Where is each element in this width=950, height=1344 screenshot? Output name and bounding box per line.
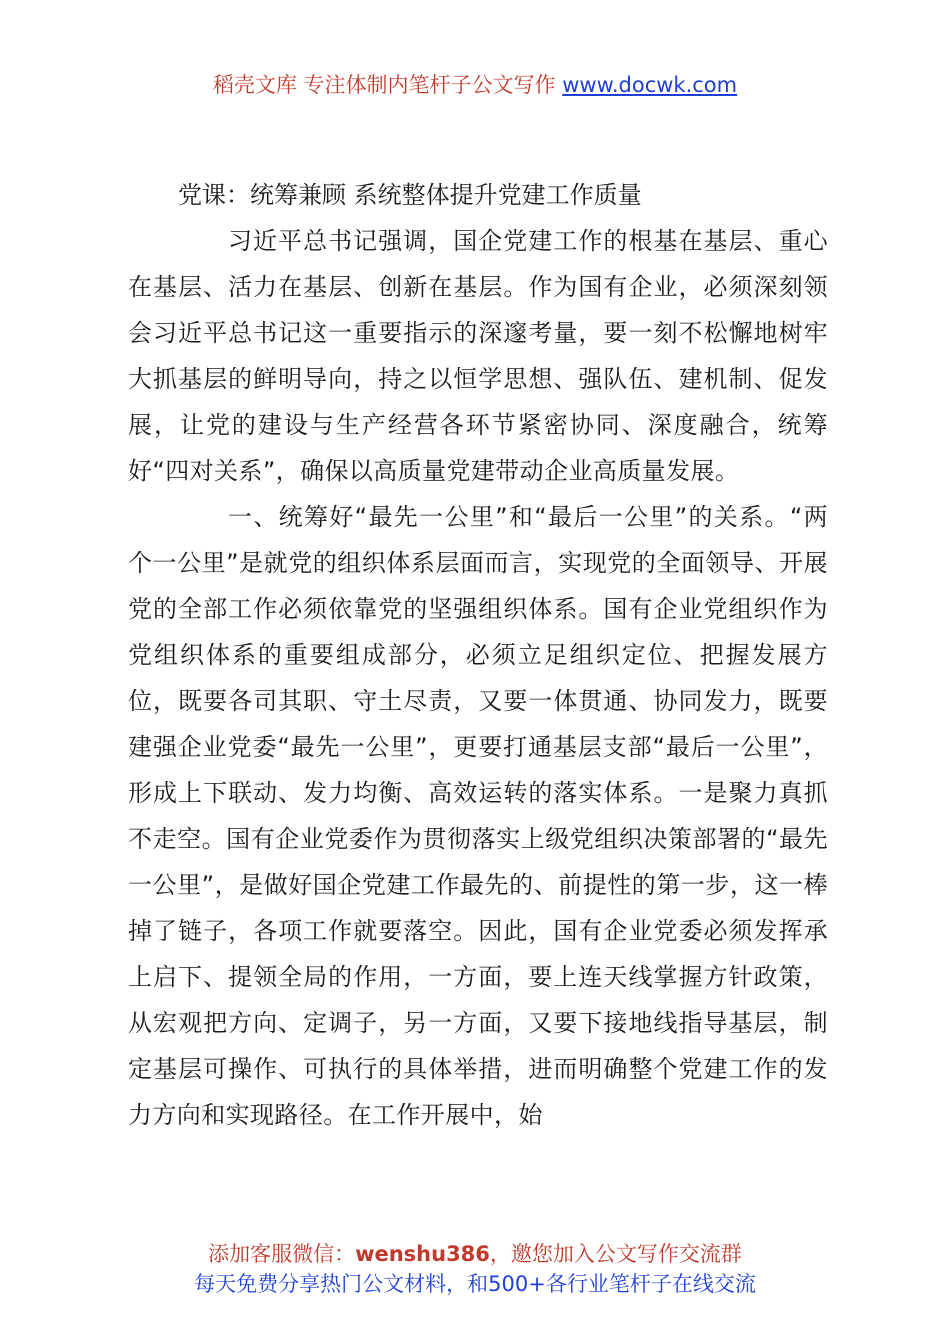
document-body (128, 172, 828, 1138)
wechat-id: wenshu386 (355, 1242, 490, 1266)
brand-text: 稻壳文库 专注体制内笔杆子公文写作 (212, 73, 556, 97)
footer-contact-suffix: ，邀您加入公文写作交流群 (489, 1242, 742, 1266)
site-url-link[interactable]: www.docwk.com (562, 73, 738, 97)
footer-contact-prefix: 添加客服微信： (208, 1242, 356, 1266)
site-header (0, 70, 950, 100)
paragraph-intro: 习近平总书记强调，国企党建工作的根基在基层、重心在基层、活力在基层、创新在基层。作为国有企业，必须深刻领会习近平总书记这一重要指示的深邃考量，要一刻不松懈地树牢大抓基层的鲜明导向，持之以恒学思想、强队伍、建机制、促发展，让党的建设与生产经营各环节紧密协同、深度融合，统筹好“四对关系”，确保以高质量党建带动企业高质量发展。 (128, 227, 828, 485)
footer-promo-line: 每天免费分享热门公文材料，和500+各行业笔杆子在线交流 (194, 1272, 756, 1296)
footer-contact-line (0, 1239, 950, 1269)
document-title: 党课：统筹兼顾 系统整体提升党建工作质量 (178, 181, 642, 209)
site-footer (0, 1239, 950, 1299)
paragraph-section-1: 一、统筹好“最先一公里”和“最后一公里”的关系。“两个一公里”是就党的组织体系层面而言，实现党的全面领导、开展党的全部工作必须依靠党的坚强组织体系。国有企业党组织作为党组织体系的重要组成部分，必须立足组织定位、把握发展方位，既要各司其职、守土尽责，又要一体贯通、协同发力，既要建强企业党委“最先一公里”，更要打通基层支部“最后一公里”，形成上下联动、发力均衡、高效运转的落实体系。一是聚力真抓不走空。国有企业党委作为贯彻落实上级党组织决策部署的“最先一公里”，是做好国企党建工作最先的、前提性的第一步，这一棒掉了链子，各项工作就要落空。因此，国有企业党委必须发挥承上启下、提领全局的作用，一方面，要上连天线掌握方针政策，从宏观把方向、定调子，另一方面，又要下接地线指导基层，制定基层可操作、可执行的具体举措，进而明确整个党建工作的发力方向和实现路径。在工作开展中，始 (128, 503, 829, 1129)
